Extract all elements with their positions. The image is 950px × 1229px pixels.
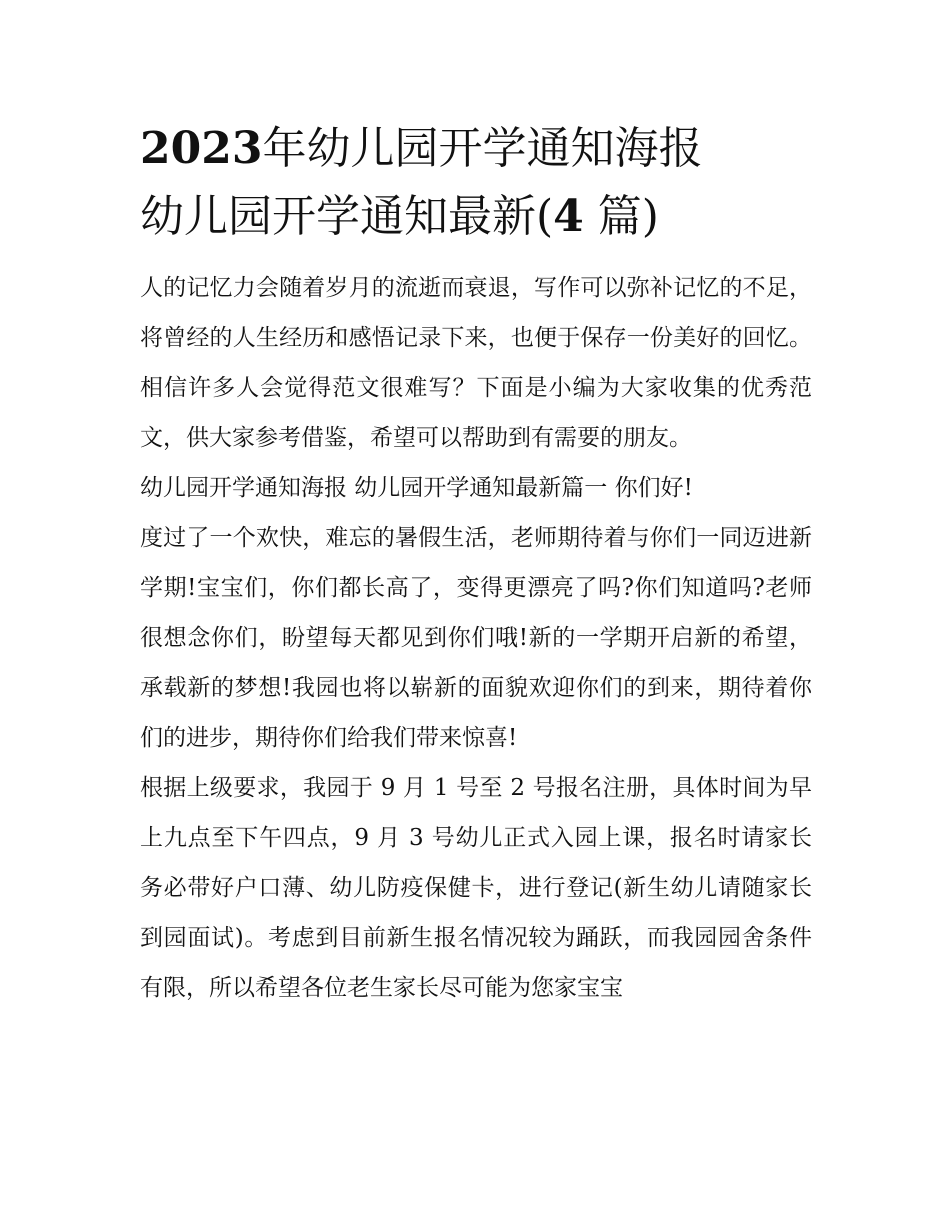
title-line-2-pre: 幼儿园开学通知最新(	[140, 191, 554, 242]
title-line-2	[140, 183, 812, 251]
title-year: 2023	[140, 123, 263, 174]
document-body	[140, 263, 812, 1013]
paragraph-section-heading: 幼儿园开学通知海报 幼儿园开学通知最新篇一 你们好!	[140, 475, 693, 501]
title-line-2-post: 篇)	[583, 191, 659, 242]
paragraph-intro: 人的记忆力会随着岁月的流逝而衰退，写作可以弥补记忆的不足，将曾经的人生经历和感悟记录下来，也便于保存一份美好的回忆。相信许多人会觉得范文很难写？下面是小编为大家收集的优秀范文，供大家参考借鉴，希望可以帮助到有需要的朋友。	[140, 275, 812, 451]
paragraph-registration: 根据上级要求，我园于 9 月 1 号至 2 号报名注册，具体时间为早上九点至下午四点，9 月 3 号幼儿正式入园上课，报名时请家长务必带好户口薄、幼儿防疫保健卡，进行登记(新生幼儿请随家长到园面试)。考虑到目前新生报名情况较为踊跃，而我园园舍条件有限，所以希望各位老生家长尽可能为您家宝宝	[140, 775, 812, 1001]
document-title	[140, 115, 812, 251]
title-line-1	[140, 115, 812, 183]
title-line-1-text: 年幼儿园开学通知海报	[262, 123, 703, 174]
paragraph-welcome: 度过了一个欢快，难忘的暑假生活，老师期待着与你们一同迈进新学期!宝宝们，你们都长高了，变得更漂亮了吗?你们知道吗?老师很想念你们，盼望每天都见到你们哦!新的一学期开启新的希望，承载新的梦想!我园也将以崭新的面貌欢迎你们的到来，期待着你们的进步，期待你们给我们带来惊喜!	[140, 525, 812, 751]
document-page	[140, 115, 812, 1013]
title-line-2-num: 4	[553, 191, 584, 242]
